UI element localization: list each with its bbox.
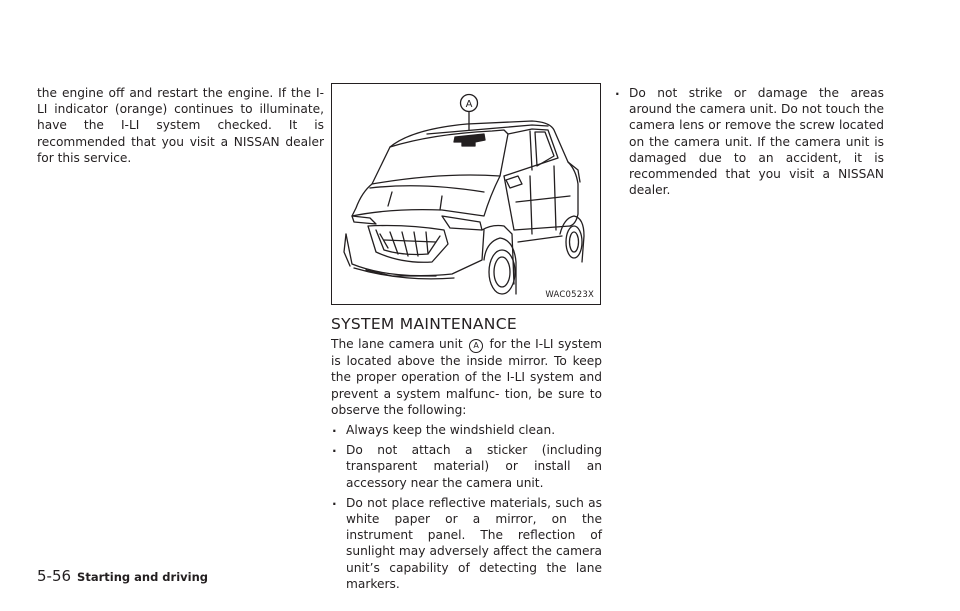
list-item: . Do not attach a sticker (including transparent material) or install an accessory near the camera unit.	[331, 442, 602, 491]
maintenance-list	[331, 422, 602, 592]
figure-code: WAC0523X	[545, 290, 594, 300]
camera-unit-shape	[454, 134, 485, 146]
middle-column	[331, 316, 602, 596]
section-heading: SYSTEM MAINTENANCE	[331, 315, 517, 333]
callout-a-symbol: A	[469, 339, 483, 353]
suv-illustration	[332, 84, 600, 304]
list-item: . Do not strike or damage the areas around the camera unit. Do not touch the camera lens or remove the screw located on the camera unit. If the camera unit is damaged due to an accident, it is recommended that you visit a NISSAN dealer.	[614, 85, 884, 198]
page-footer	[37, 566, 208, 585]
maintenance-list-continued	[614, 85, 884, 198]
list-item: . Always keep the windshield clean.	[331, 422, 602, 438]
intro-paragraph	[331, 336, 602, 418]
section-title: Starting and driving	[77, 570, 209, 584]
callout-label: A	[465, 99, 473, 110]
right-column	[614, 85, 884, 202]
left-column	[37, 85, 324, 166]
continued-paragraph: the engine off and restart the engine. If the I-LI indicator (orange) continues to illuminate, have the I-LI system checked. It is recommended that you visit a NISSAN dealer for this service.	[37, 86, 324, 165]
intro-text-after: for the I-LI system is located above the inside mirror. To keep the proper operation of the I-LI system and prevent a system malfunc- tion, be sure to observe the following:	[331, 337, 603, 417]
page-number: 5-56	[37, 567, 72, 585]
intro-text-before: The lane camera unit	[331, 337, 463, 352]
list-item: . Do not place reflective materials, such as white paper or a mirror, on the instrument panel. The reflection of sunlight may adversely affect the camera unit’s capability of detecting the lane markers.	[331, 495, 602, 592]
vehicle-figure	[331, 83, 601, 305]
